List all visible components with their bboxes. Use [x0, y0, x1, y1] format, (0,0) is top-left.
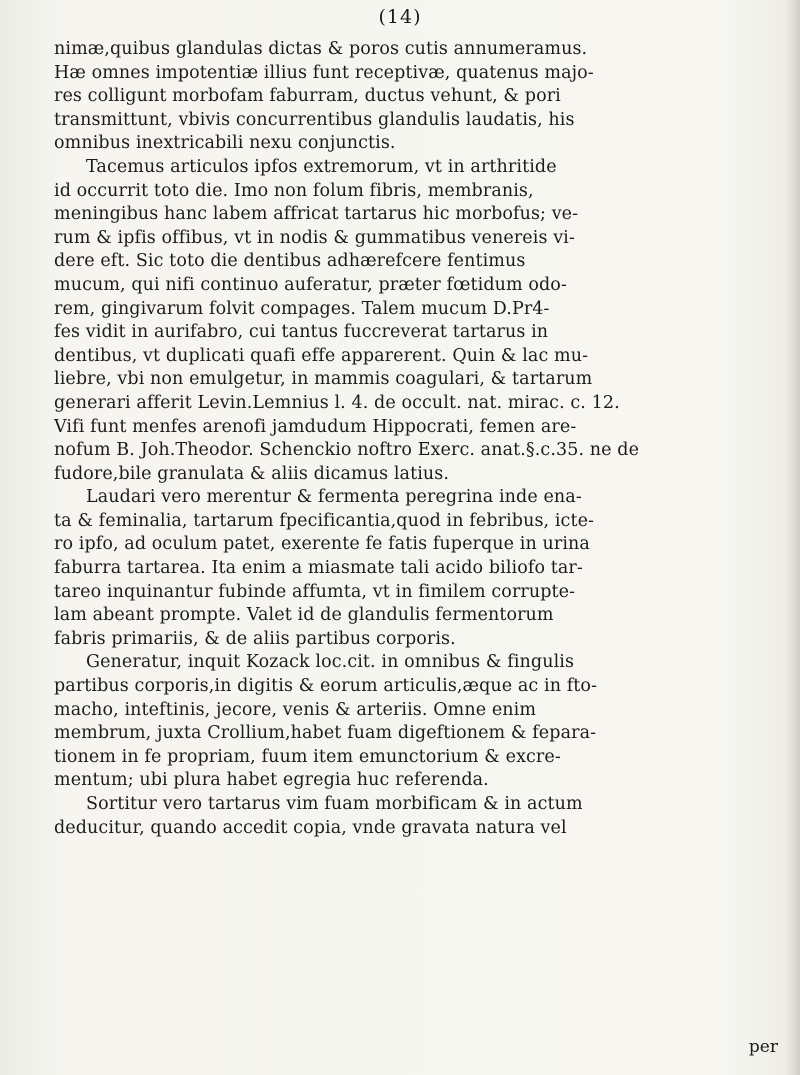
page-edge-shadow	[786, 0, 800, 1075]
text-line: nimæ,quibus glandulas dictas & poros cutis annumeramus.	[54, 39, 588, 59]
text-line: id occurrit toto die. Imo non folum fibris, membranis,	[54, 180, 534, 201]
text-line: Hæ omnes impotentiæ illius funt receptivæ, quatenus majo-	[54, 62, 594, 83]
text-line: nofum B. Joh.Theodor. Schenckio noftro Exerc. anat.§.c.35. ne de	[54, 440, 640, 461]
text-line: deducitur, quando accedit copia, vnde gravata natura vel	[54, 817, 567, 838]
text-line: omnibus inextricabili nexu conjunctis.	[54, 133, 396, 154]
text-line: Generatur, inquit Kozack loc.cit. in omnibus & fingulis	[86, 652, 575, 673]
text-line: partibus corporis,in digitis & eorum articulis,æque ac in fto-	[54, 676, 598, 697]
catchword: per	[748, 1037, 778, 1057]
text-line: Sortitur vero tartarus vim fuam morbificam & in actum	[86, 794, 583, 814]
text-line: fes vidit in aurifabro, cui tantus fuccreverat tartarus in	[54, 322, 549, 343]
text-line: tareo inquinantur fubinde affumta, vt in fimilem corrupte-	[54, 581, 576, 602]
text-line: fudore,bile granulata & aliis dicamus latius.	[54, 463, 450, 484]
text-line: rum & ipfis offibus, vt in nodis & gummatibus venereis vi-	[54, 227, 575, 248]
text-line: transmittunt, vbivis concurrentibus glandulis laudatis, his	[54, 109, 575, 130]
text-line: tionem in fe propriam, fuum item emunctorium & excre-	[54, 746, 561, 767]
text-line: Tacemus articulos ipfos extremorum, vt in arthritide	[86, 156, 557, 177]
text-line: lam abeant prompte. Valet id de glandulis fermentorum	[54, 605, 554, 626]
text-line: generari afferit Levin.Lemnius l. 4. de occult. nat. mirac. c. 12.	[54, 392, 620, 413]
text-line: mucum, qui nifi continuo auferatur, præter fœtidum odo-	[54, 274, 567, 295]
text-line: Vifi funt menfes arenofi jamdudum Hippocrati, femen are-	[54, 416, 577, 437]
text-line: Laudari vero merentur & fermenta peregrina inde ena-	[86, 487, 582, 508]
text-line: dentibus, vt duplicati quafi effe apparerent. Quin & lac mu-	[54, 345, 589, 366]
text-line: dere eft. Sic toto die dentibus adhærefcere fentimus	[54, 251, 526, 272]
text-line: liebre, vbi non emulgetur, in mammis coagulari, & tartarum	[54, 369, 593, 390]
text-line: ro ipfo, ad oculum patet, exerente fe fatis fuperque in urina	[54, 534, 590, 555]
text-line: mentum; ubi plura habet egregia huc referenda.	[54, 770, 489, 791]
text-block	[54, 38, 776, 840]
text-line: meningibus hanc labem affricat tartarus hic morbofus; ve-	[54, 204, 579, 225]
text-line: ta & feminalia, tartarum fpecificantia,quod in febribus, icte-	[54, 510, 595, 531]
page-number: (14)	[378, 6, 422, 28]
text-line: res colligunt morbofam faburram, ductus vehunt, & pori	[54, 86, 561, 107]
text-line: rem, gingivarum folvit compages. Talem mucum D.Pr4-	[54, 298, 550, 319]
text-line: macho, inteftinis, jecore, venis & arteriis. Omne enim	[54, 699, 537, 720]
text-line: fabris primariis, & de aliis partibus corporis.	[54, 628, 456, 649]
text-line: membrum, juxta Crollium,habet fuam digeftionem & fepara-	[54, 723, 597, 744]
text-line: faburra tartarea. Ita enim a miasmate tali acido biliofo tar-	[54, 558, 583, 579]
